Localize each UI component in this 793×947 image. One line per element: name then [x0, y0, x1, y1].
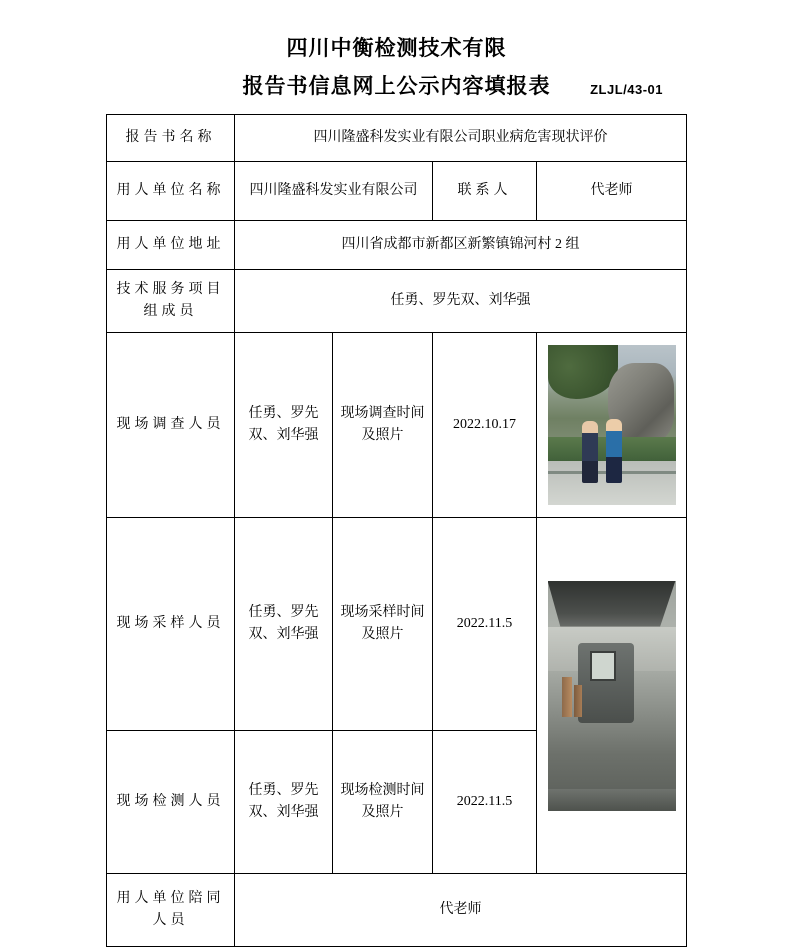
row-label-sampling-staff: 现场采样人员	[107, 518, 235, 731]
row-value-accompanying-staff: 代老师	[235, 874, 687, 947]
row-value-sampling-members: 任勇、罗先双、刘华强	[235, 518, 333, 731]
row-label-testing-staff: 现场检测人员	[107, 731, 235, 874]
row-label-employer-name: 用人单位名称	[107, 162, 235, 221]
control-panel	[590, 651, 616, 681]
row-value-testing-date: 2022.11.5	[433, 731, 537, 874]
row-value-testing-item: 现场检测时间及照片	[333, 731, 433, 874]
row-value-sampling-date: 2022.11.5	[433, 518, 537, 731]
row-value-survey-date: 2022.10.17	[433, 333, 537, 518]
company-title: 四川中衡检测技术有限	[286, 37, 507, 60]
document-header	[0, 0, 793, 104]
row-label-employer-address: 用人单位地址	[107, 221, 235, 270]
row-label-survey-staff: 现场调查人员	[107, 333, 235, 518]
row-value-report-name: 四川隆盛科发实业有限公司职业病危害现状评价	[235, 115, 687, 162]
row-value-testing-members: 任勇、罗先双、刘华强	[235, 731, 333, 874]
form-title: 报告书信息网上公示内容填报表	[242, 75, 551, 98]
exhaust-hood	[548, 581, 676, 627]
form-title-row	[0, 72, 793, 104]
row-label-contact: 联系人	[433, 162, 537, 221]
row-value-employer-address: 四川省成都市新都区新繁镇锦河村 2 组	[235, 221, 687, 270]
person-figure	[582, 421, 598, 483]
table-row	[107, 115, 687, 162]
table-row	[107, 221, 687, 270]
document-code: ZLJL/43-01	[590, 82, 663, 97]
row-label-team-members: 技术服务项目组成员	[107, 270, 235, 333]
sampling-photo-cell	[537, 518, 687, 874]
row-value-contact: 代老师	[537, 162, 687, 221]
table-row	[107, 874, 687, 947]
site-sampling-photo	[548, 581, 676, 811]
row-label-report-name: 报告书名称	[107, 115, 235, 162]
person-figure	[606, 419, 622, 483]
pipe	[562, 677, 572, 717]
table-row	[107, 162, 687, 221]
row-value-survey-item: 现场调查时间及照片	[333, 333, 433, 518]
row-label-accompanying-staff: 用人单位陪同人员	[107, 874, 235, 947]
table-row	[107, 270, 687, 333]
report-info-table	[106, 114, 687, 947]
floor-surface	[548, 789, 676, 811]
survey-photo-cell	[537, 333, 687, 518]
pipe	[574, 685, 582, 717]
row-value-employer-name: 四川隆盛科发实业有限公司	[235, 162, 433, 221]
table-row	[107, 518, 687, 731]
tree-foliage	[548, 345, 618, 399]
row-value-survey-members: 任勇、罗先双、刘华强	[235, 333, 333, 518]
row-value-team-members: 任勇、罗先双、刘华强	[235, 270, 687, 333]
table-row	[107, 333, 687, 518]
site-survey-photo	[548, 345, 676, 505]
row-value-sampling-item: 现场采样时间及照片	[333, 518, 433, 731]
